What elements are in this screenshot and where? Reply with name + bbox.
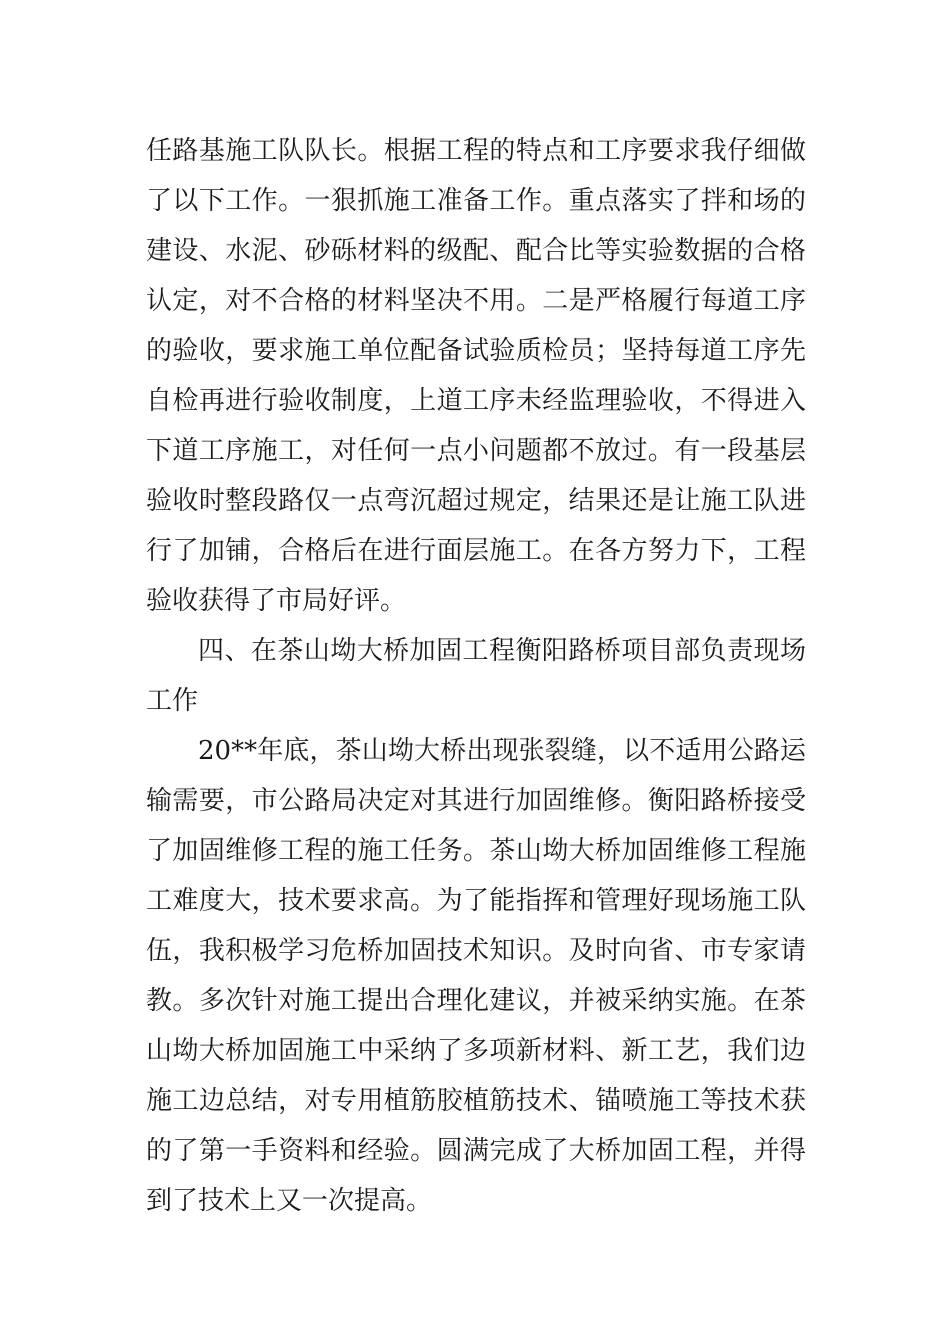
body-text — [146, 126, 806, 1226]
paragraph-line: 了以下工作。一狠抓施工准备工作。重点落实了拌和场的 — [146, 186, 806, 216]
paragraph-line: 自检再进行验收制度，上道工序未经监理验收，不得进入 — [146, 386, 806, 416]
paragraph-line: 了加固维修工程的施工任务。茶山坳大桥加固维修工程施 — [146, 836, 806, 866]
paragraph-line: 输需要，市公路局决定对其进行加固维修。衡阳路桥接受 — [146, 786, 806, 816]
paragraph-line: 行了加铺，合格后在进行面层施工。在各方努力下，工程 — [146, 536, 806, 566]
paragraph-line: 验收获得了市局好评。 — [146, 586, 407, 616]
paragraph-line: 工难度大，技术要求高。为了能指挥和管理好现场施工队 — [146, 886, 806, 916]
paragraph-line: 下道工序施工，对任何一点小问题都不放过。有一段基层 — [146, 436, 806, 466]
paragraph-line: 验收时整段路仅一点弯沉超过规定，结果还是让施工队进 — [146, 486, 806, 516]
paragraph-line: 到了技术上又一次提高。 — [146, 1186, 433, 1216]
paragraph-line: 伍，我积极学习危桥加固技术知识。及时向省、市专家请 — [146, 936, 806, 966]
paragraph-line: 认定，对不合格的材料坚决不用。二是严格履行每道工序 — [146, 286, 806, 316]
paragraph-line: 的了第一手资料和经验。圆满完成了大桥加固工程，并得 — [146, 1136, 806, 1166]
section-heading-line: 四、在茶山坳大桥加固工程衡阳路桥项目部负责现场 — [198, 636, 806, 666]
paragraph-line: 20**年底，茶山坳大桥出现张裂缝，以不适用公路运 — [198, 736, 806, 766]
paragraph-line: 建设、水泥、砂砾材料的级配、配合比等实验数据的合格 — [146, 236, 806, 266]
paragraph-line: 的验收，要求施工单位配备试验质检员；坚持每道工序先 — [146, 336, 806, 366]
paragraph-line: 山坳大桥加固施工中采纳了多项新材料、新工艺，我们边 — [146, 1036, 806, 1066]
section-heading-line: 工作 — [146, 686, 199, 716]
paragraph-line: 教。多次针对施工提出合理化建议，并被采纳实施。在茶 — [146, 986, 806, 1016]
paragraph-line: 施工边总结，对专用植筋胶植筋技术、锚喷施工等技术获 — [146, 1086, 806, 1116]
paragraph-line: 任路基施工队队长。根据工程的特点和工序要求我仔细做 — [146, 136, 806, 166]
